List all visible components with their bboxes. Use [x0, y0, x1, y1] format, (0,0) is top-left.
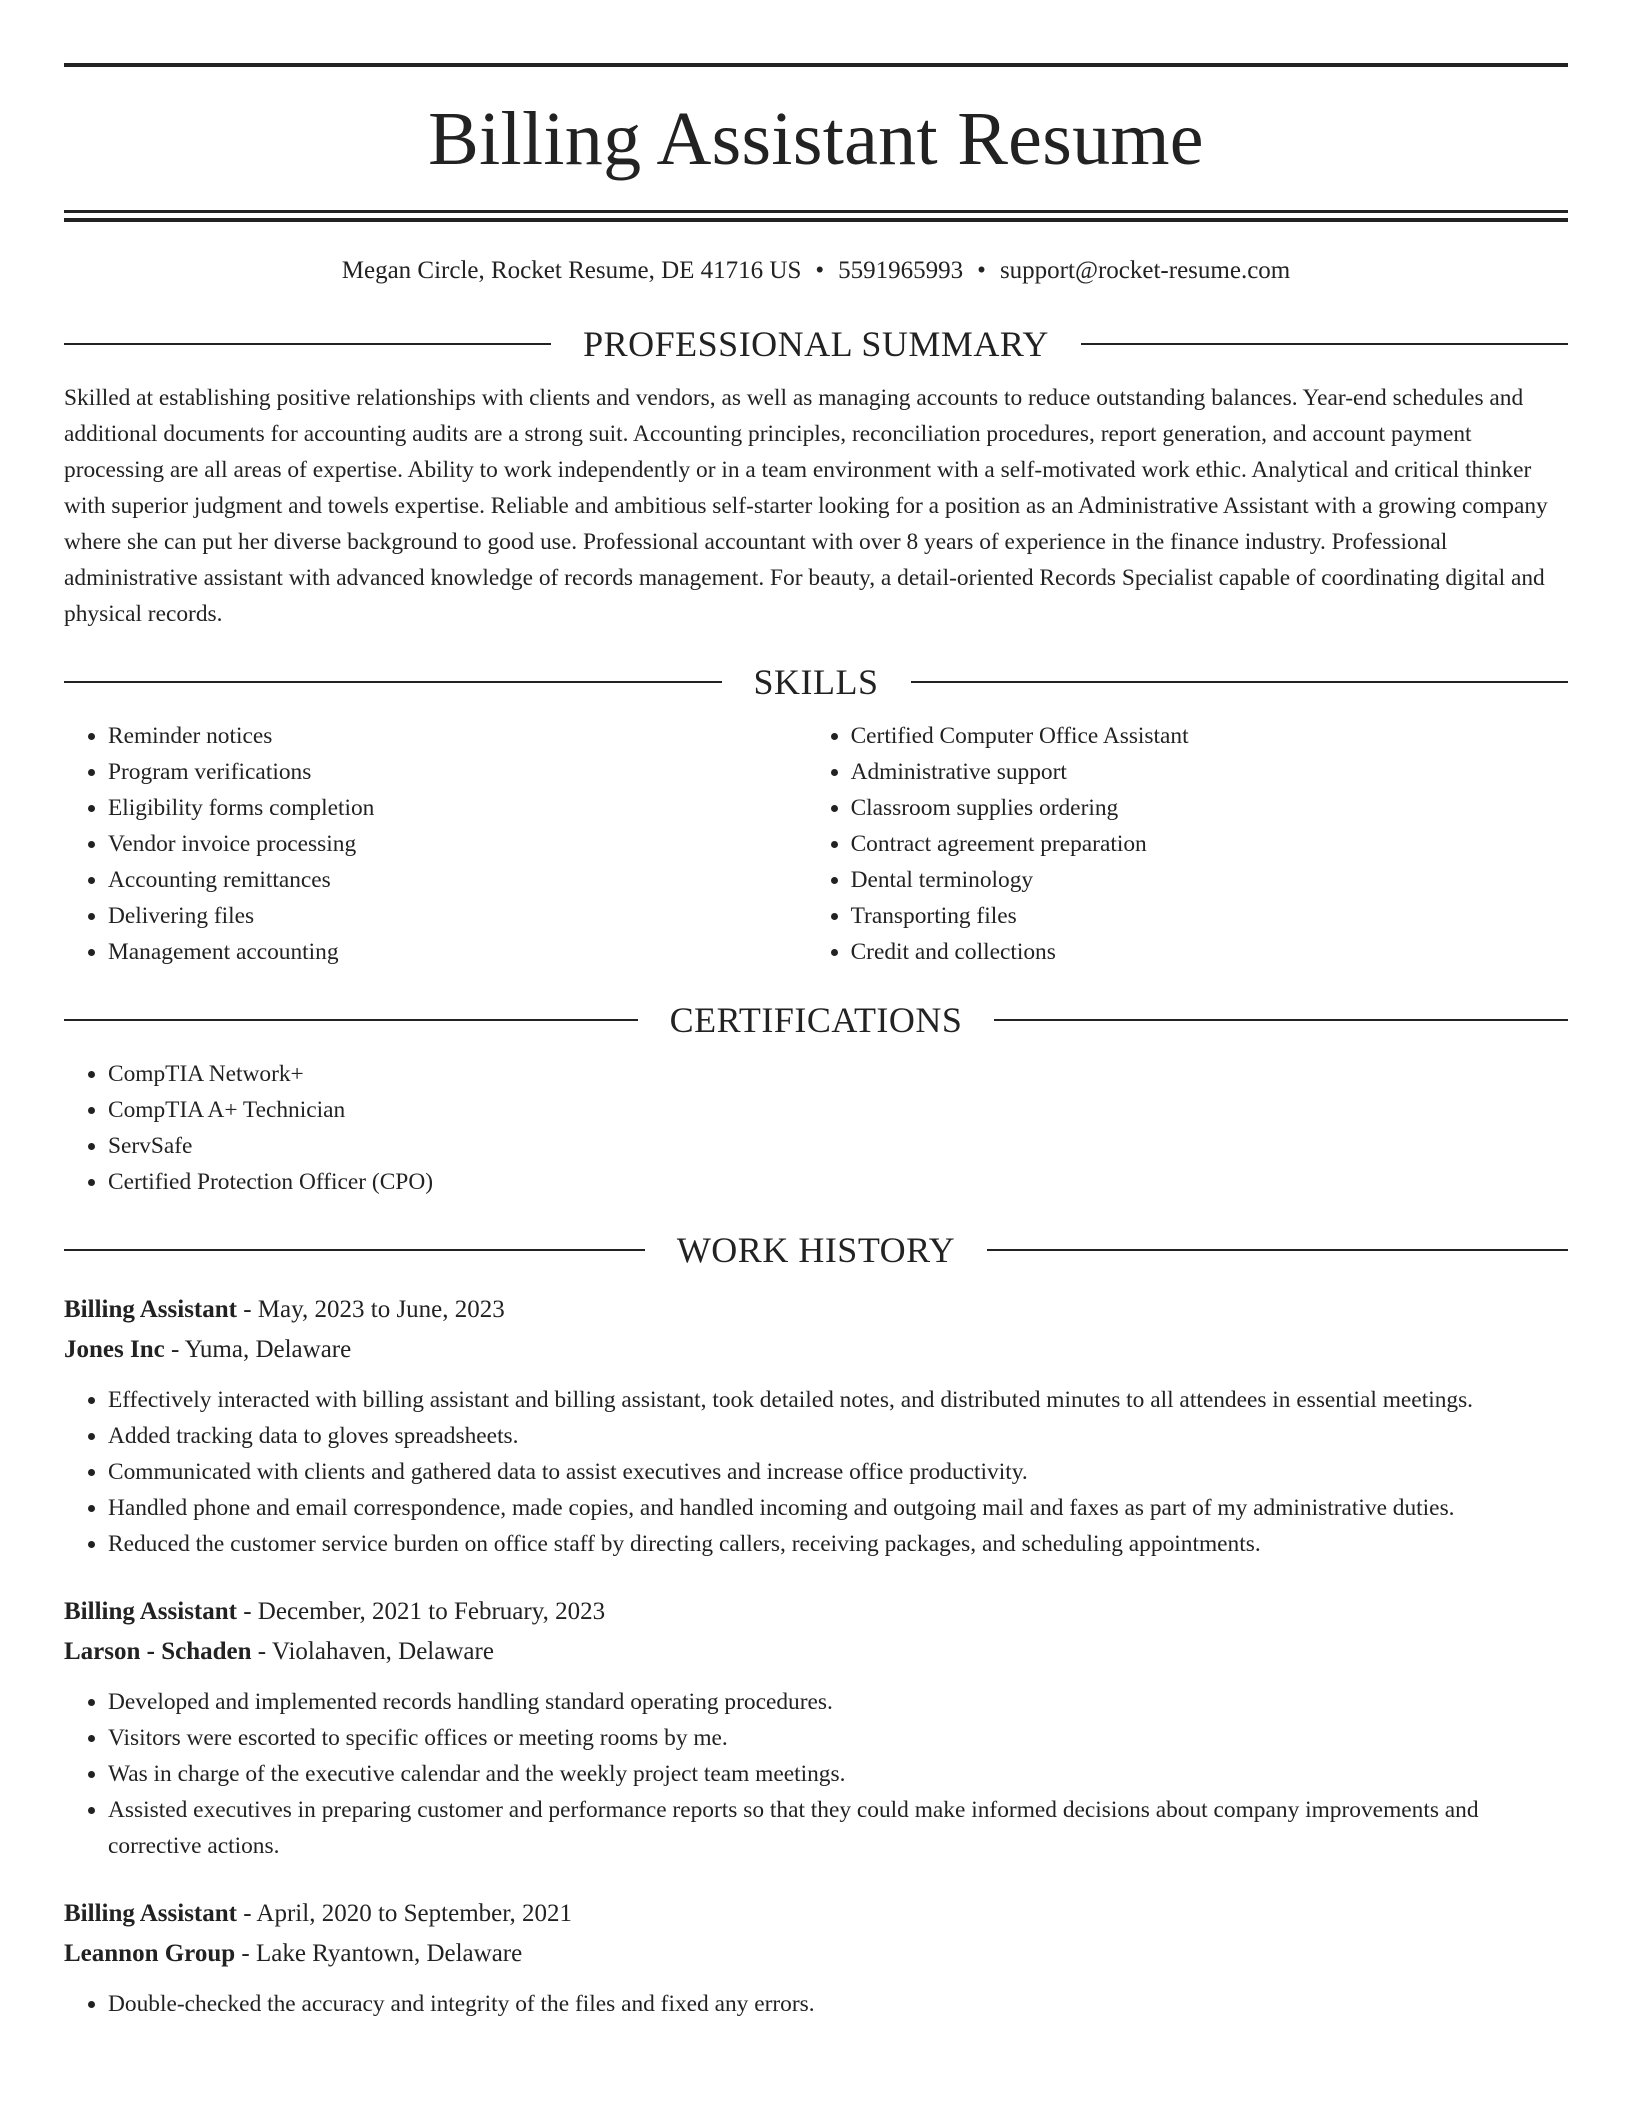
job-duty-item: • Developed and implemented records handling standard operating procedures. — [108, 1684, 1568, 1720]
skill-item: • Accounting remittances — [108, 862, 807, 898]
section-header-work-history — [64, 1230, 1568, 1270]
skills-list-right — [807, 718, 1568, 970]
job-duty-item: • Effectively interacted with billing assistant and billing assistant, took detailed notes, and distributed minutes to all attendees in essential meetings. — [108, 1382, 1568, 1418]
job-title-line — [64, 1592, 1568, 1632]
job-duties-list — [64, 1684, 1568, 1864]
job-duty-item: • Handled phone and email correspondence, made copies, and handled incoming and outgoing mail and faxes as part of my administrative duties. — [108, 1490, 1568, 1526]
top-rule — [64, 63, 1568, 67]
job-title: Billing Assistant — [64, 1598, 237, 1625]
section-header-skills — [64, 662, 1568, 702]
contact-info — [64, 256, 1568, 286]
job-entry — [64, 1290, 1568, 1562]
skills-list-left — [64, 718, 807, 970]
section-header-certifications — [64, 1000, 1568, 1040]
job-dates: - December, 2021 to February, 2023 — [243, 1598, 606, 1625]
job-entry — [64, 1894, 1568, 2022]
job-duty-item: • Added tracking data to gloves spreadsheets. — [108, 1418, 1568, 1454]
section-title: CERTIFICATIONS — [669, 1000, 963, 1040]
job-duty-item: • Assisted executives in preparing customer and performance reports so that they could make informed decisions about company improvements and corrective actions. — [108, 1792, 1568, 1864]
section-title: SKILLS — [753, 662, 879, 702]
job-dates: - May, 2023 to June, 2023 — [243, 1296, 505, 1323]
contact-phone: 5591965993 — [838, 257, 964, 284]
skill-item: • Certified Computer Office Assistant — [851, 718, 1568, 754]
section-title: WORK HISTORY — [676, 1230, 956, 1270]
skill-item: • Administrative support — [851, 754, 1568, 790]
job-duty-item: • Was in charge of the executive calendar and the weekly project team meetings. — [108, 1756, 1568, 1792]
certification-item: • CompTIA A+ Technician — [108, 1092, 1568, 1128]
job-entry — [64, 1592, 1568, 1864]
skill-item: • Classroom supplies ordering — [851, 790, 1568, 826]
skill-item: • Program verifications — [108, 754, 807, 790]
skill-item: • Credit and collections — [851, 934, 1568, 970]
skill-item: • Transporting files — [851, 898, 1568, 934]
certification-item: • CompTIA Network+ — [108, 1056, 1568, 1092]
section-header-summary — [64, 324, 1568, 364]
contact-separator: • — [977, 257, 986, 284]
skill-item: • Management accounting — [108, 934, 807, 970]
work-history-list — [64, 1290, 1568, 2022]
job-duty-item: • Double-checked the accuracy and integrity of the files and fixed any errors. — [108, 1986, 1568, 2022]
skill-item: • Eligibility forms completion — [108, 790, 807, 826]
certifications-list — [64, 1056, 1568, 1200]
skill-item: • Delivering files — [108, 898, 807, 934]
job-title-line — [64, 1894, 1568, 1934]
job-title: Billing Assistant — [64, 1296, 237, 1323]
skill-item: • Contract agreement preparation — [851, 826, 1568, 862]
skills-columns — [64, 718, 1568, 970]
contact-address: Megan Circle, Rocket Resume, DE 41716 US — [341, 257, 802, 284]
skill-item: • Dental terminology — [851, 862, 1568, 898]
page-title: Billing Assistant Resume — [428, 97, 1204, 181]
job-location: - Yuma, Delaware — [170, 1336, 352, 1363]
job-title: Billing Assistant — [64, 1900, 237, 1927]
job-company: Leannon Group — [64, 1940, 236, 1967]
job-dates: - April, 2020 to September, 2021 — [243, 1900, 573, 1927]
job-company: Larson - Schaden — [64, 1638, 252, 1665]
job-company-line — [64, 1934, 1568, 1974]
job-duty-item: • Reduced the customer service burden on office staff by directing callers, receiving packages, and scheduling appointments. — [108, 1526, 1568, 1562]
certification-item: • Certified Protection Officer (CPO) — [108, 1164, 1568, 1200]
skill-item: • Vendor invoice processing — [108, 826, 807, 862]
job-company: Jones Inc — [64, 1336, 165, 1363]
certification-item: • ServSafe — [108, 1128, 1568, 1164]
skill-item: • Reminder notices — [108, 718, 807, 754]
summary-text: Skilled at establishing positive relationships with clients and vendors, as well as managing accounts to reduce outstanding balances. Year-end schedules and additional documents for accounting audits are a strong suit. Accounting principles, reconciliation procedures, report generation, and account payment processing are all areas of expertise. Ability to work independently or in a team environment with a self-motivated work ethic. Analytical and critical thinker with superior judgment and towels expertise. Reliable and ambitious self-starter looking for a position as an Administrative Assistant with a growing company where she can put her diverse background to good use. Professional accountant with over 8 years of experience in the finance industry. Professional administrative assistant with advanced knowledge of records management. For beauty, a detail-oriented Records Specialist capable of coordinating digital and physical records. — [64, 385, 1548, 627]
section-title: PROFESSIONAL SUMMARY — [583, 324, 1049, 364]
resume-page — [64, 0, 1568, 2022]
job-company-line — [64, 1330, 1568, 1370]
job-duties-list — [64, 1382, 1568, 1562]
job-location: - Violahaven, Delaware — [257, 1638, 494, 1665]
job-company-line — [64, 1632, 1568, 1672]
contact-email: support@rocket-resume.com — [999, 257, 1291, 284]
job-duty-item: • Communicated with clients and gathered data to assist executives and increase office productivity. — [108, 1454, 1568, 1490]
title-double-rule — [64, 210, 1568, 222]
contact-separator: • — [815, 257, 825, 284]
job-duty-item: • Visitors were escorted to specific offices or meeting rooms by me. — [108, 1720, 1568, 1756]
job-title-line — [64, 1290, 1568, 1330]
job-duties-list — [64, 1986, 1568, 2022]
job-location: - Lake Ryantown, Delaware — [241, 1940, 523, 1967]
